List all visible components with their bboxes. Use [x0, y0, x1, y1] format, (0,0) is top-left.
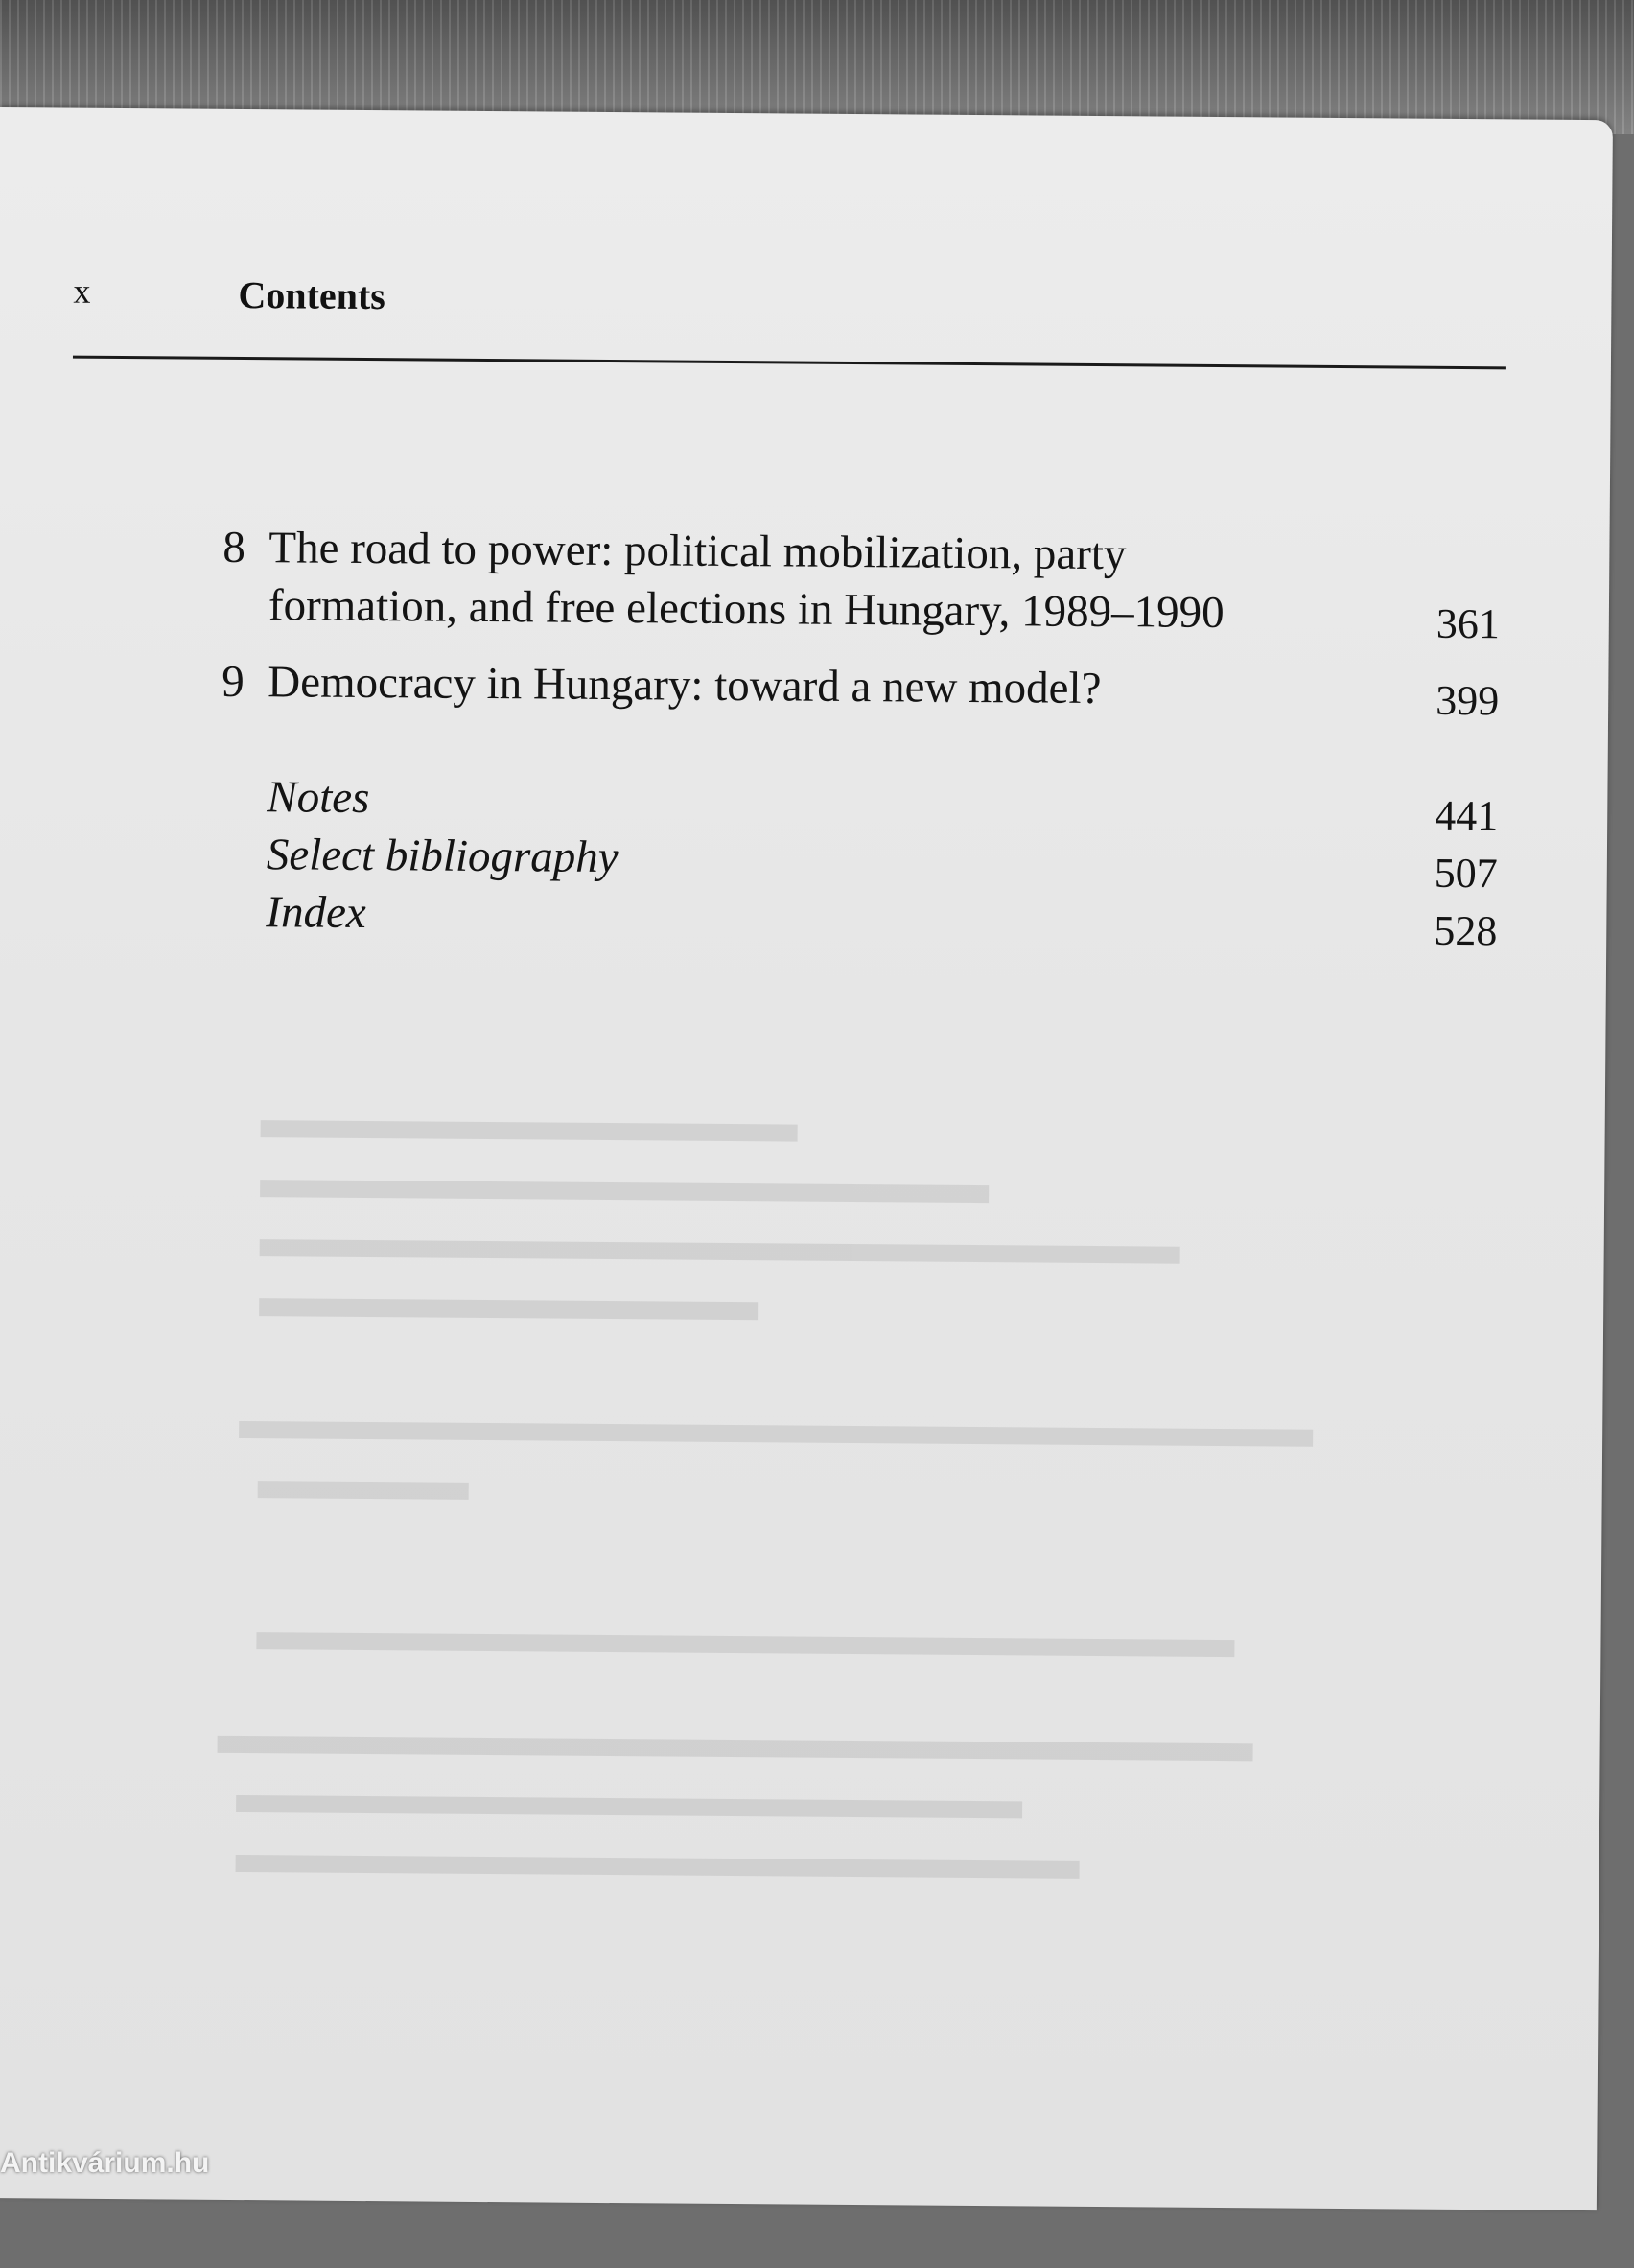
- back-matter-page: 528: [1434, 906, 1498, 955]
- chapter-page: 361: [1436, 599, 1501, 648]
- running-title: Contents: [238, 272, 385, 318]
- show-through-texture: [40, 1105, 1391, 2266]
- page-number: x: [73, 271, 91, 311]
- back-matter-title: Select bibliography: [266, 830, 619, 883]
- back-matter-title: Notes: [267, 772, 370, 824]
- book-page: [0, 107, 1613, 2210]
- chapter-title-line-1: The road to power: political mobilization, party: [268, 523, 1127, 580]
- watermark: Antikvárium.hu: [0, 2148, 210, 2179]
- back-matter-title: Index: [266, 887, 366, 939]
- header-rule: [73, 356, 1506, 370]
- chapter-page: 399: [1435, 676, 1500, 725]
- chapter-title-line-2: formation, and free elections in Hungary, 1989–1990: [268, 580, 1225, 639]
- chapter-title: Democracy in Hungary: toward a new model?: [268, 657, 1102, 714]
- back-matter-page: 441: [1435, 791, 1499, 840]
- chapter-number: 9: [222, 656, 245, 708]
- back-matter-page: 507: [1434, 849, 1498, 898]
- chapter-number: 8: [222, 522, 246, 573]
